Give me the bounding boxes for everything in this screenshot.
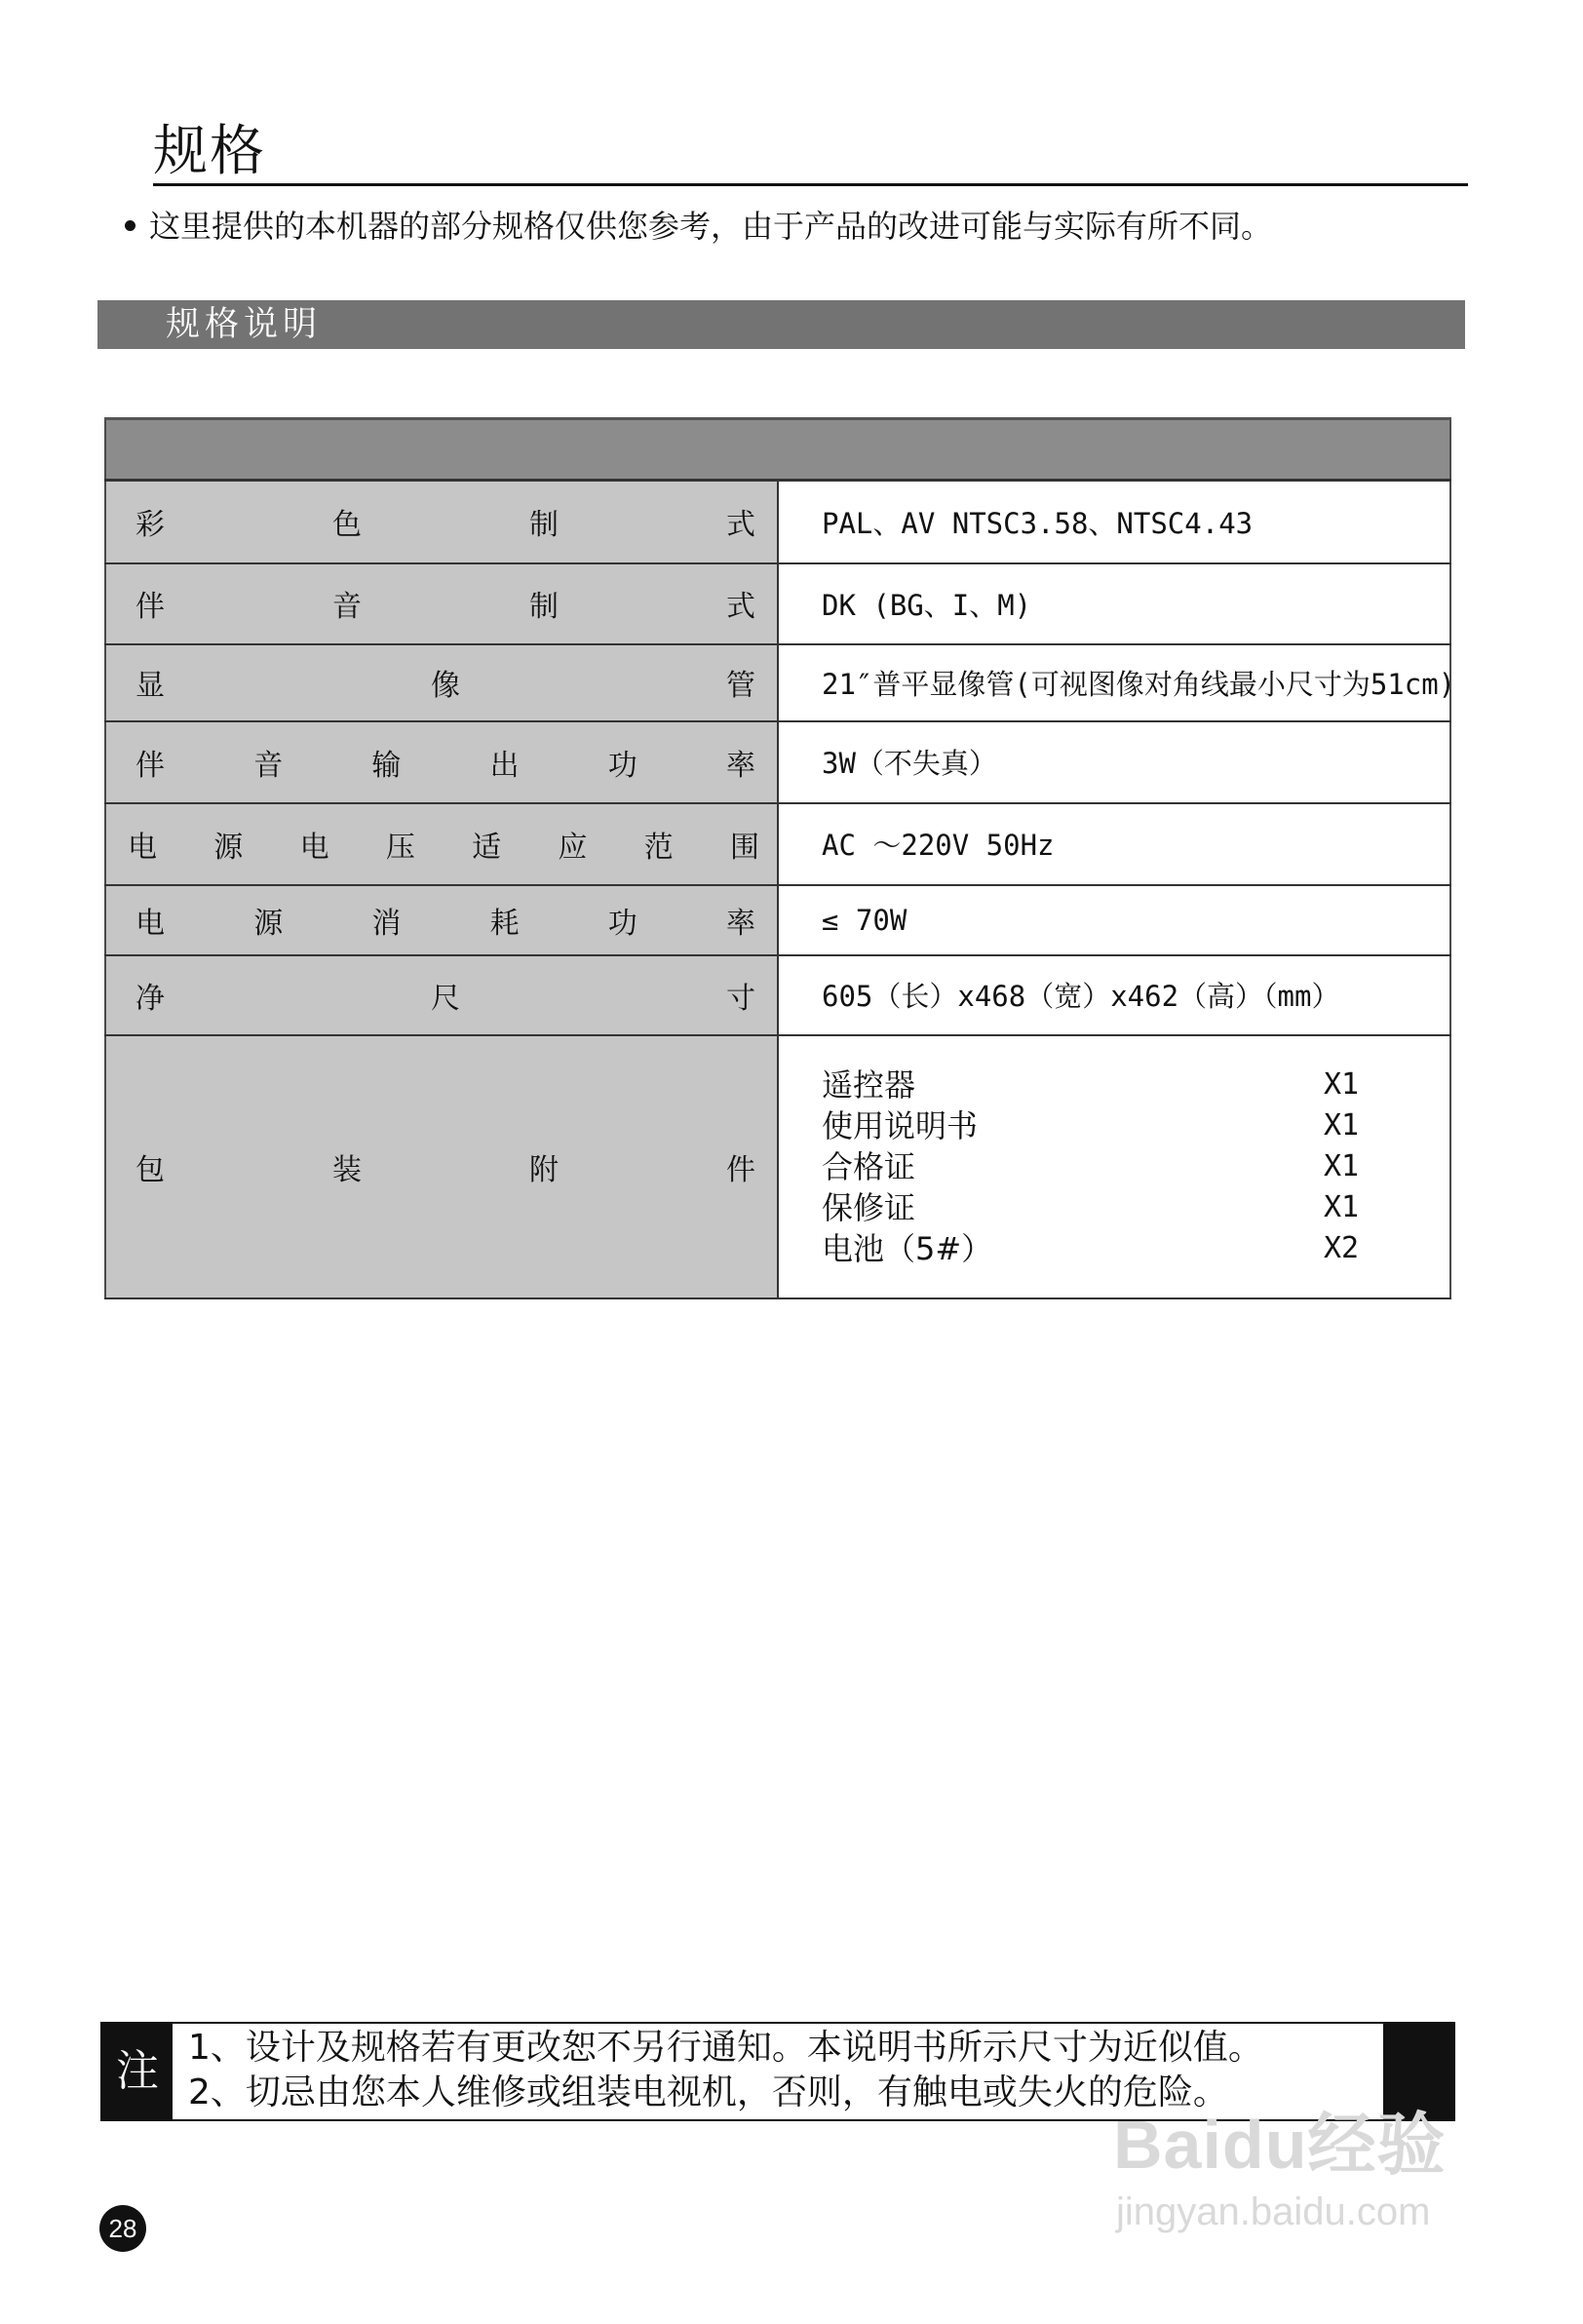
section-header [97, 300, 1465, 349]
table-row [105, 1035, 1450, 1298]
list-item [822, 1065, 1449, 1105]
list-item [822, 1187, 1449, 1228]
accessory-name: 使用说明书 [822, 1106, 979, 1144]
accessory-qty: X1 [1324, 1148, 1360, 1183]
list-item [822, 1228, 1449, 1269]
bullet-icon [125, 220, 135, 231]
accessory-qty: X2 [1324, 1230, 1360, 1265]
accessory-name: 保修证 [822, 1188, 916, 1226]
spec-label: 伴音制式 [105, 563, 778, 644]
section-title: 规格说明 [166, 305, 323, 344]
table-row [105, 644, 1450, 721]
watermark-url: jingyan.baidu.com [1116, 2190, 1431, 2233]
spec-value: DK (BG、I、M) [778, 563, 1450, 644]
table-row [105, 563, 1450, 644]
note-line: 1、设计及规格若有更改恕不另行通知。本说明书所示尺寸为近似值。 [188, 2028, 1263, 2068]
note-lines [188, 2026, 1263, 2115]
accessory-qty: X1 [1324, 1107, 1360, 1143]
intro-line [125, 205, 1272, 248]
spec-value: AC ～220V 50Hz [778, 803, 1450, 885]
accessory-name: 遥控器 [822, 1065, 916, 1104]
note-line: 2、切忌由您本人维修或组装电视机，否则，有触电或失火的危险。 [188, 2072, 1228, 2112]
table-row [105, 803, 1450, 885]
accessory-name: 电池（5#） [822, 1229, 993, 1267]
accessory-name: 合格证 [822, 1147, 916, 1185]
accessory-cell [778, 1035, 1450, 1298]
page-number: 28 [99, 2205, 146, 2252]
spec-value: 3W（不失真） [778, 721, 1450, 803]
list-item [822, 1146, 1449, 1187]
spec-value: 605（长）x468（宽）x462（高）（mm） [778, 955, 1450, 1035]
spec-label: 电源消耗功率 [105, 885, 778, 955]
spec-value: ≤ 70W [778, 885, 1450, 955]
spec-label: 伴音输出功率 [105, 721, 778, 803]
accessory-list [822, 1065, 1449, 1269]
spec-label: 显像管 [105, 644, 778, 721]
spec-label: 包装附件 [105, 1035, 778, 1298]
table-row [105, 721, 1450, 803]
spec-value: 21″普平显像管(可视图像对角线最小尺寸为51cm) [778, 644, 1450, 721]
page-title: 规格 [153, 120, 266, 183]
table-row [105, 955, 1450, 1035]
table-row [105, 885, 1450, 955]
table-header-row [105, 419, 1450, 481]
accessory-qty: X1 [1324, 1189, 1360, 1224]
note-badge: 注 [102, 2024, 173, 2119]
spec-label: 彩色制式 [105, 481, 778, 563]
watermark-logo: Baidu经验 [1113, 2107, 1447, 2183]
table-header-cell [105, 419, 1450, 481]
table-row [105, 481, 1450, 563]
spec-label: 净尺寸 [105, 955, 778, 1035]
intro-text: 这里提供的本机器的部分规格仅供您参考，由于产品的改进可能与实际有所不同。 [149, 208, 1273, 245]
spec-value: PAL、AV NTSC3.58、NTSC4.43 [778, 481, 1450, 563]
spec-table [104, 417, 1456, 1299]
accessory-qty: X1 [1324, 1066, 1360, 1102]
title-underline [153, 183, 1468, 186]
spec-label: 电源电压适应范围 [105, 803, 778, 885]
list-item [822, 1105, 1449, 1146]
